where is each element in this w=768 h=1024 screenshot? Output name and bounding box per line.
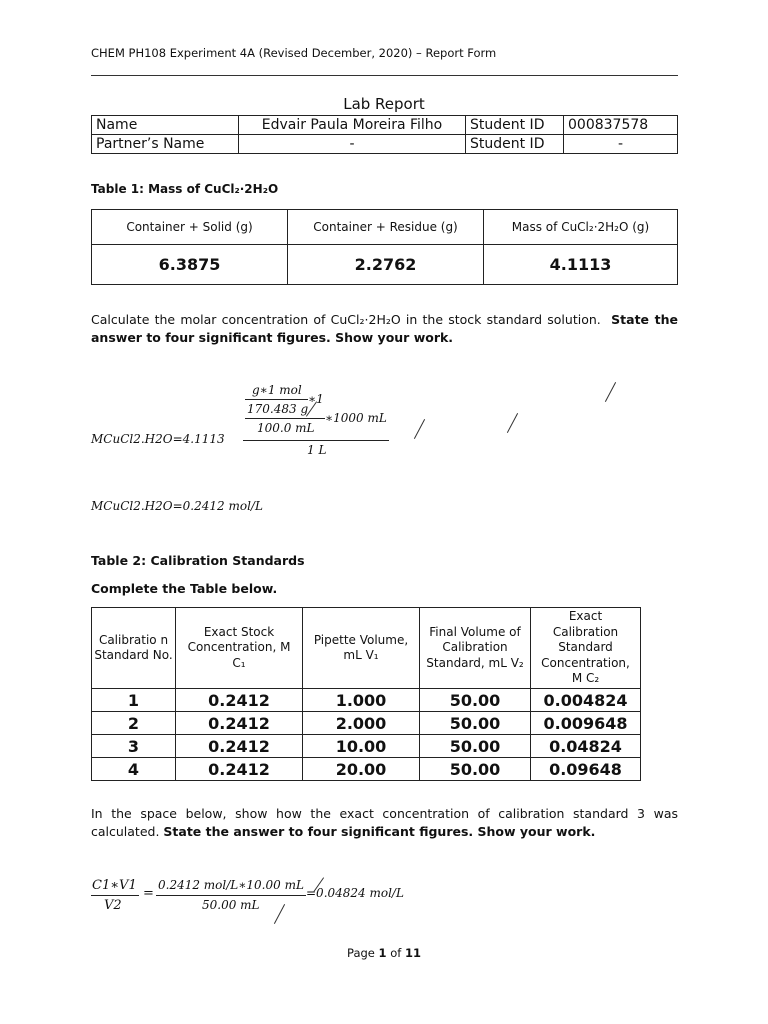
eq3-lhs-num: C1∗V1 (92, 878, 137, 893)
cal-cell: 50.00 (420, 735, 531, 758)
mass-value-container-solid: 6.3875 (92, 245, 288, 285)
footer-pre: Page (347, 946, 379, 960)
cal-header-final-volume: Final Volume of Calibration Standard, mL V₂ (420, 608, 531, 689)
eq2-result: MCuCl2.H2O=0.2412 mol/L (91, 499, 263, 513)
cal-cell: 0.2412 (176, 689, 303, 712)
cal-header-pipette-volume: Pipette Volume, mL V₁ (303, 608, 420, 689)
student-id2-value: - (564, 135, 678, 154)
cal-header-exact-conc: Exact Calibration Standard Concentration, M C₂ (531, 608, 641, 689)
eq1-den-mid: 100.0 mL (257, 421, 315, 435)
eq1-num-top: g∗1 mol (252, 383, 302, 397)
check-mark-4 (605, 382, 616, 402)
cal-cell: 4 (92, 758, 176, 781)
cal-header-stock-conc: Exact Stock Concentration, M C₁ (176, 608, 303, 689)
page-header: CHEM PH108 Experiment 4A (Revised December, 2020) – Report Form (91, 46, 497, 60)
check-mark-3 (507, 413, 518, 433)
cal-cell: 50.00 (420, 712, 531, 735)
eq3-rhs-den: 50.00 mL (202, 898, 260, 912)
mass-header-container-residue: Container + Residue (g) (288, 210, 484, 245)
name-label: Name (92, 116, 239, 135)
mass-value-mass: 4.1113 (484, 245, 678, 285)
eq3-equals: = (143, 886, 154, 901)
calibration-table (91, 607, 641, 781)
eq1-lhs: MCuCl2.H2O=4.1113 (91, 432, 225, 446)
footer-page: 1 (378, 946, 387, 960)
eq3-rhs-num: 0.2412 mol/L∗10.00 mL (158, 878, 304, 892)
mass-value-container-residue: 2.2762 (288, 245, 484, 285)
cal-cell: 3 (92, 735, 176, 758)
partner-value: - (239, 135, 466, 154)
cal-cell: 0.09648 (531, 758, 641, 781)
student-info-table (91, 115, 678, 154)
page-footer (0, 946, 768, 960)
eq1-num-mid: 170.483 g (247, 402, 309, 416)
cal-cell: 0.04824 (531, 735, 641, 758)
mass-header-container-solid: Container + Solid (g) (92, 210, 288, 245)
eq3-lhs-den: V2 (104, 898, 122, 913)
mass-header-mass: Mass of CuCl₂·2H₂O (g) (484, 210, 678, 245)
instruction-2 (91, 805, 678, 841)
name-value: Edvair Paula Moreira Filho (239, 116, 466, 135)
cal-cell: 1.000 (303, 689, 420, 712)
cal-header-standard-no: Calibratio n Standard No. (92, 608, 176, 689)
mass-table (91, 209, 678, 285)
cal-cell: 50.00 (420, 758, 531, 781)
student-id-value: 000837578 (564, 116, 678, 135)
eq1-inner-fraction-line (245, 399, 308, 400)
check-mark-2 (414, 419, 425, 439)
eq1-times1000: ∗1000 mL (325, 411, 387, 425)
table2-caption: Table 2: Calibration Standards (91, 553, 305, 568)
footer-total: 11 (404, 946, 421, 960)
cal-cell: 0.004824 (531, 689, 641, 712)
cal-cell: 10.00 (303, 735, 420, 758)
table-row (92, 689, 641, 712)
eq3-result: =0.04824 mol/L (306, 886, 404, 900)
footer-mid: of (386, 946, 405, 960)
cal-cell: 0.2412 (176, 758, 303, 781)
table2-subcaption: Complete the Table below. (91, 581, 278, 596)
table-row (92, 758, 641, 781)
student-id-label: Student ID (466, 116, 564, 135)
eq1-main-fraction-line (243, 440, 389, 441)
check-mark-6 (274, 904, 285, 924)
cal-cell: 50.00 (420, 689, 531, 712)
eq1-mid-fraction-line (245, 418, 325, 419)
instruction-2-text: In the space below, show how the exact concentration of calibration standard 3 was calculated. (91, 806, 678, 839)
eq1-den: 1 L (307, 443, 327, 457)
partner-label: Partner’s Name (92, 135, 239, 154)
table-row (92, 712, 641, 735)
cal-cell: 0.2412 (176, 735, 303, 758)
eq3-rhs-fraction-line (156, 895, 306, 896)
instruction-1-text: Calculate the molar concentration of CuCl₂·2H₂O in the stock standard solution. (91, 312, 601, 327)
table-row (92, 735, 641, 758)
student-id2-label: Student ID (466, 135, 564, 154)
eq1-times1: ∗1 (308, 392, 324, 406)
instruction-1-bold: State the answer to four significant figures. Show your work. (91, 312, 678, 345)
cal-cell: 1 (92, 689, 176, 712)
page-title: Lab Report (343, 95, 425, 113)
eq3-lhs-fraction-line (91, 895, 139, 896)
cal-cell: 0.009648 (531, 712, 641, 735)
cal-cell: 20.00 (303, 758, 420, 781)
table1-caption: Table 1: Mass of CuCl₂·2H₂O (91, 182, 279, 196)
instruction-1 (91, 311, 678, 347)
cal-cell: 2 (92, 712, 176, 735)
cal-cell: 0.2412 (176, 712, 303, 735)
header-divider (91, 75, 678, 76)
instruction-2-bold: State the answer to four significant figures. Show your work. (163, 824, 596, 839)
cal-cell: 2.000 (303, 712, 420, 735)
